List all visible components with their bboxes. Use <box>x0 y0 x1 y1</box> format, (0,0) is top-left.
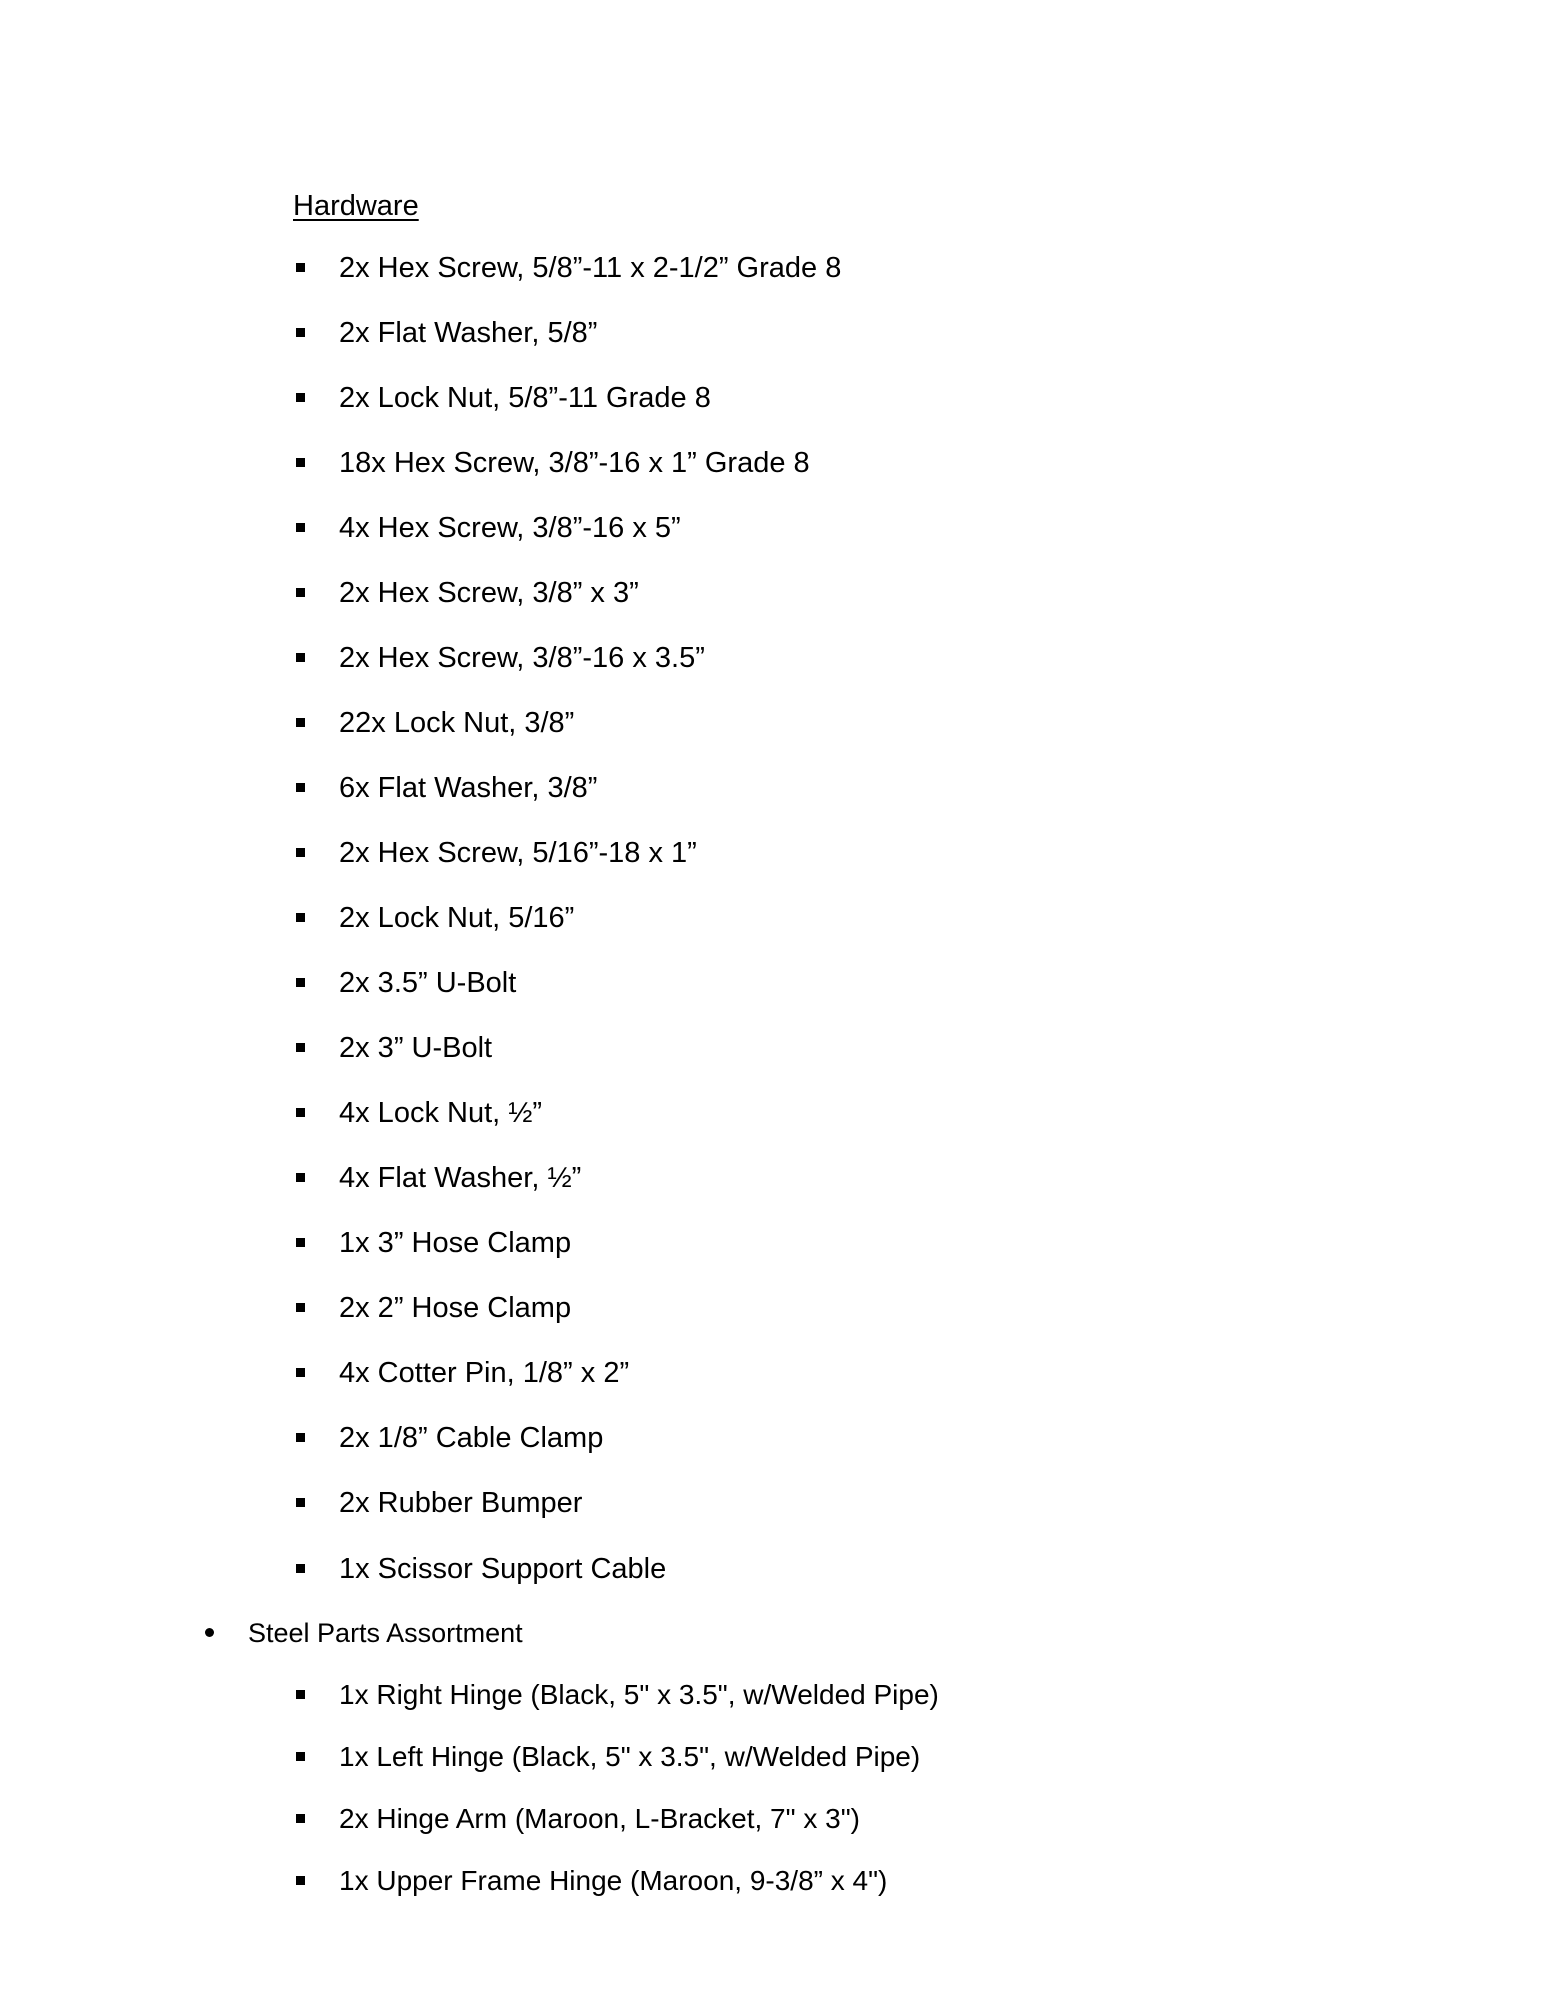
list-item-text: 4x Cotter Pin, 1/8” x 2” <box>339 1357 630 1389</box>
square-bullet-icon <box>296 458 305 467</box>
list-item-text: 2x Hex Screw, 5/8”-11 x 2-1/2” Grade 8 <box>339 252 842 284</box>
list-item-text: 2x Hex Screw, 3/8”-16 x 3.5” <box>339 642 705 674</box>
square-bullet-icon <box>296 718 305 727</box>
square-bullet-icon <box>296 1814 305 1823</box>
list-item <box>0 768 1545 808</box>
list-item <box>0 1353 1545 1393</box>
list-item <box>0 313 1545 353</box>
list-item-text: 6x Flat Washer, 3/8” <box>339 772 598 804</box>
square-bullet-icon <box>296 848 305 857</box>
list-item <box>0 1093 1545 1133</box>
list-item <box>0 1288 1545 1328</box>
list-item <box>0 443 1545 483</box>
list-item <box>0 1418 1545 1458</box>
steel-parts-label: Steel Parts Assortment <box>248 1618 523 1648</box>
square-bullet-icon <box>296 1498 305 1507</box>
list-item <box>0 508 1545 548</box>
list-item-text: 2x 1/8” Cable Clamp <box>339 1422 604 1454</box>
square-bullet-icon <box>296 1433 305 1442</box>
list-item <box>0 833 1545 873</box>
square-bullet-icon <box>296 328 305 337</box>
list-item <box>0 1158 1545 1198</box>
list-item-text: 2x Flat Washer, 5/8” <box>339 317 598 349</box>
list-item-text: 2x Hex Screw, 3/8” x 3” <box>339 577 639 609</box>
square-bullet-icon <box>296 653 305 662</box>
list-item-text: 2x 3” U-Bolt <box>339 1032 493 1064</box>
list-item <box>0 1483 1545 1523</box>
square-bullet-icon <box>296 1303 305 1312</box>
list-item <box>0 963 1545 1003</box>
list-item-text: 1x Right Hinge (Black, 5" x 3.5", w/Welded Pipe) <box>339 1679 939 1710</box>
list-item-text: 18x Hex Screw, 3/8”-16 x 1” Grade 8 <box>339 447 810 479</box>
list-item-text: 4x Hex Screw, 3/8”-16 x 5” <box>339 512 681 544</box>
list-item-text: 22x Lock Nut, 3/8” <box>339 707 575 739</box>
square-bullet-icon <box>296 913 305 922</box>
square-bullet-icon <box>296 1368 305 1377</box>
list-item <box>0 1549 1545 1589</box>
list-item-text: 2x Rubber Bumper <box>339 1487 583 1519</box>
list-item-text: 1x Upper Frame Hinge (Maroon, 9-3/8” x 4") <box>339 1865 888 1896</box>
list-item-text: 2x Hex Screw, 5/16”-18 x 1” <box>339 837 697 869</box>
square-bullet-icon <box>296 1238 305 1247</box>
list-item <box>0 898 1545 938</box>
list-item <box>0 1028 1545 1068</box>
list-item <box>0 1737 1545 1777</box>
list-item <box>0 1223 1545 1263</box>
list-item-text: 2x 2” Hose Clamp <box>339 1292 572 1324</box>
square-bullet-icon <box>296 1108 305 1117</box>
square-bullet-icon <box>296 1043 305 1052</box>
list-item-text: 4x Lock Nut, ½” <box>339 1097 543 1129</box>
list-item <box>0 248 1545 288</box>
list-item <box>0 703 1545 743</box>
square-bullet-icon <box>296 1876 305 1885</box>
list-item-text: 2x 3.5” U-Bolt <box>339 967 517 999</box>
list-item <box>0 1861 1545 1901</box>
list-item-text: 2x Lock Nut, 5/16” <box>339 902 575 934</box>
list-item <box>0 378 1545 418</box>
list-item <box>0 1799 1545 1839</box>
square-bullet-icon <box>296 263 305 272</box>
section-heading-hardware: Hardware <box>293 190 419 222</box>
list-item-text: 1x 3” Hose Clamp <box>339 1227 572 1259</box>
round-bullet-icon <box>205 1628 214 1637</box>
square-bullet-icon <box>296 783 305 792</box>
square-bullet-icon <box>296 588 305 597</box>
square-bullet-icon <box>296 523 305 532</box>
list-item-text: 2x Lock Nut, 5/8”-11 Grade 8 <box>339 382 711 414</box>
list-item <box>0 638 1545 678</box>
list-item-text: 2x Hinge Arm (Maroon, L-Bracket, 7" x 3") <box>339 1803 860 1834</box>
list-item-text: 1x Scissor Support Cable <box>339 1553 667 1585</box>
square-bullet-icon <box>296 1173 305 1182</box>
square-bullet-icon <box>296 1752 305 1761</box>
list-item <box>0 573 1545 613</box>
square-bullet-icon <box>296 978 305 987</box>
square-bullet-icon <box>296 393 305 402</box>
square-bullet-icon <box>296 1690 305 1699</box>
square-bullet-icon <box>296 1564 305 1573</box>
steel-parts-section <box>0 1613 1545 1653</box>
list-item-text: 4x Flat Washer, ½” <box>339 1162 582 1194</box>
list-item <box>0 1675 1545 1715</box>
list-item-text: 1x Left Hinge (Black, 5" x 3.5", w/Welded Pipe) <box>339 1741 921 1772</box>
